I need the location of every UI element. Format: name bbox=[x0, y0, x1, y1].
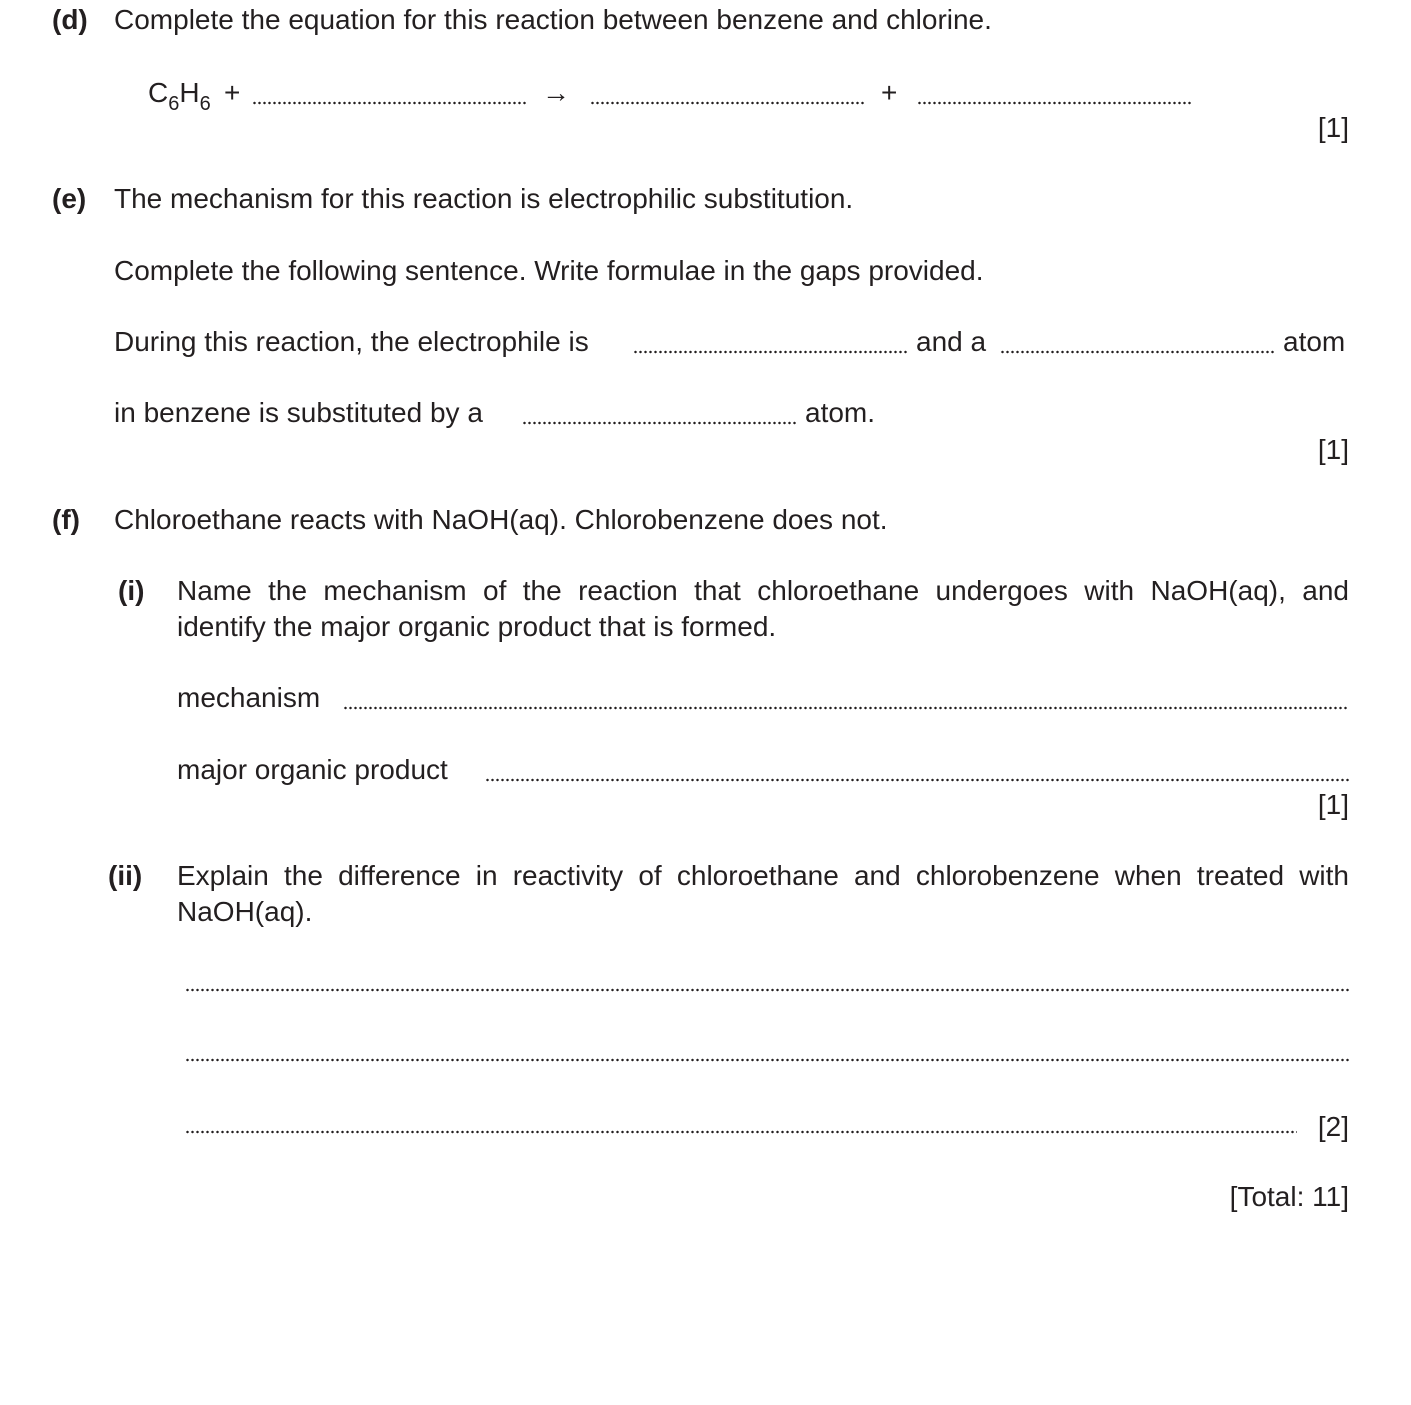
part-fi-question-line2: identify the major organic product that is formed. bbox=[177, 611, 777, 642]
equation-product2-blank[interactable] bbox=[917, 101, 1193, 105]
part-e-question: The mechanism for this reaction is electrophilic substitution. bbox=[114, 183, 854, 214]
part-f-label: (f) bbox=[52, 504, 80, 535]
equation-reactant-blank[interactable] bbox=[252, 101, 528, 105]
part-fi-marks: [1] bbox=[1317, 789, 1349, 820]
explanation-answer-line[interactable] bbox=[185, 1130, 1297, 1134]
part-fii-label: (ii) bbox=[108, 860, 143, 891]
part-f-question: Chloroethane reacts with NaOH(aq). Chlorobenzene does not. bbox=[114, 504, 888, 535]
part-fii-marks: [2] bbox=[1317, 1111, 1349, 1142]
replaced-atom-blank[interactable] bbox=[1000, 350, 1276, 354]
sentence-text: in benzene is substituted by a bbox=[114, 397, 483, 428]
sentence-text: During this reaction, the electrophile is bbox=[114, 326, 589, 357]
part-fii-question-line1: Explain the difference in reactivity of chloroethane and chlorobenzene when treated with bbox=[177, 860, 1349, 891]
mechanism-answer-line[interactable] bbox=[343, 706, 1349, 710]
explanation-answer-line[interactable] bbox=[185, 1058, 1349, 1062]
equation-arrow: → bbox=[542, 77, 570, 108]
mechanism-label: mechanism bbox=[177, 682, 321, 713]
equation-benzene: $C_6H_6$ bbox=[148, 77, 211, 115]
sentence-text: and a bbox=[916, 326, 987, 357]
part-e-marks: [1] bbox=[1317, 434, 1349, 465]
part-d-question: Complete the equation for this reaction between benzene and chlorine. bbox=[114, 4, 992, 35]
product-answer-line[interactable] bbox=[485, 778, 1349, 782]
product-label: major organic product bbox=[177, 754, 448, 785]
sentence-text: atom. bbox=[805, 397, 876, 428]
equation-plus: + bbox=[881, 77, 898, 108]
part-e-instruction: Complete the following sentence. Write formulae in the gaps provided. bbox=[114, 255, 984, 286]
part-fii-question-line2: NaOH(aq). bbox=[177, 896, 313, 927]
electrophile-blank[interactable] bbox=[633, 350, 909, 354]
explanation-answer-line[interactable] bbox=[185, 988, 1349, 992]
equation-plus: + bbox=[224, 77, 241, 108]
part-fi-label: (i) bbox=[118, 575, 145, 606]
part-e-label: (e) bbox=[52, 183, 87, 214]
equation-product1-blank[interactable] bbox=[590, 101, 866, 105]
part-d-label: (d) bbox=[52, 4, 88, 35]
total-marks: [Total: 11] bbox=[1229, 1181, 1349, 1212]
substituting-atom-blank[interactable] bbox=[522, 421, 798, 425]
sentence-text: atom bbox=[1283, 326, 1346, 357]
part-fi-question-line1: Name the mechanism of the reaction that chloroethane undergoes with NaOH(aq), and bbox=[177, 575, 1349, 606]
part-d-marks: [1] bbox=[1317, 112, 1349, 143]
